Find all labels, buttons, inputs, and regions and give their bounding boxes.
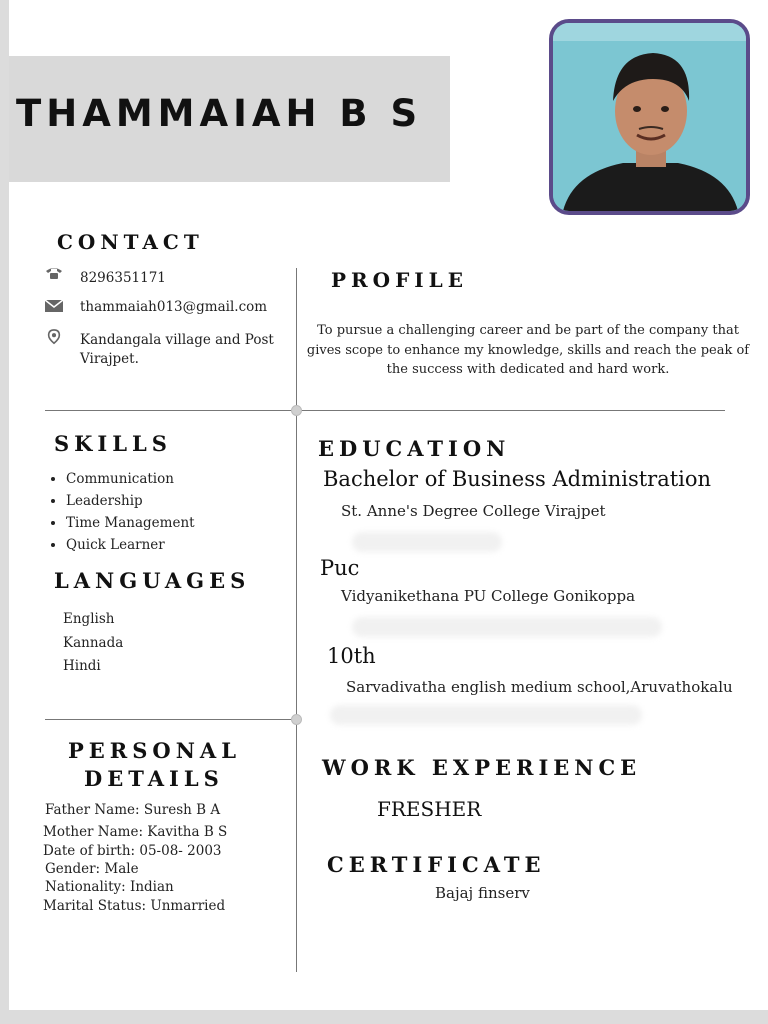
- education-title: Puc: [320, 556, 360, 580]
- education-heading: EDUCATION: [318, 436, 511, 461]
- father-name: Father Name: Suresh B A: [45, 802, 221, 818]
- mother-name: Mother Name: Kavitha B S: [43, 824, 228, 840]
- address-line-1: Kandangala village and Post: [80, 332, 274, 348]
- education-institution: Vidyanikethana PU College Gonikoppa: [341, 587, 636, 605]
- contact-heading: CONTACT: [57, 230, 204, 254]
- horizontal-divider-top: [45, 410, 725, 411]
- list-item: • Time Management: [66, 512, 195, 534]
- divider-node: [291, 714, 302, 725]
- email-address: thammaiah013@gmail.com: [80, 299, 268, 315]
- date-of-birth: Date of birth: 05-08- 2003: [43, 843, 222, 859]
- personal-heading-line1: PERSONAL: [68, 738, 241, 763]
- certificate-value: Bajaj finserv: [435, 884, 530, 902]
- profile-text: To pursue a challenging career and be part of the company that gives scope to enhance my knowledge, skills and reach the peak of the success with dedicated and hard work.: [306, 323, 750, 377]
- language-item: Hindi: [63, 658, 101, 674]
- divider-node: [291, 405, 302, 416]
- skills-list: [54, 468, 195, 556]
- profile-heading: PROFILE: [331, 268, 468, 292]
- phone-number: 8296351171: [80, 270, 166, 286]
- gender: Gender: Male: [45, 861, 139, 877]
- list-item: • Communication: [66, 468, 195, 490]
- vertical-divider: [296, 268, 297, 972]
- work-experience-heading: WORK EXPERIENCE: [322, 755, 642, 780]
- address-line-2: Virajpet.: [80, 351, 139, 367]
- language-item: English: [63, 611, 115, 627]
- horizontal-divider-bottom: [45, 719, 297, 720]
- education-title: 10th: [327, 644, 376, 668]
- blurred-detail: [352, 532, 502, 552]
- profile-photo: [549, 19, 750, 215]
- nationality: Nationality: Indian: [45, 879, 174, 895]
- location-pin-icon: [44, 329, 64, 345]
- education-title: Bachelor of Business Administration: [323, 467, 712, 491]
- skills-heading: SKILLS: [54, 431, 172, 456]
- list-item: • Leadership: [66, 490, 195, 512]
- language-item: Kannada: [63, 635, 124, 651]
- work-experience-value: FRESHER: [377, 797, 482, 821]
- certificate-heading: CERTIFICATE: [327, 852, 546, 877]
- candidate-name: THAMMAIAH B S: [16, 92, 423, 135]
- marital-status: Marital Status: Unmarried: [43, 898, 226, 914]
- languages-heading: LANGUAGES: [54, 568, 251, 593]
- email-icon: [44, 298, 64, 314]
- education-institution: St. Anne's Degree College Virajpet: [341, 502, 606, 520]
- personal-heading-line2: DETAILS: [84, 766, 224, 791]
- education-institution: Sarvadivatha english medium school,Aruvathokalu: [346, 678, 733, 696]
- portrait-image: [553, 23, 746, 211]
- list-item: • Quick Learner: [66, 534, 195, 556]
- blurred-detail: [352, 617, 662, 637]
- blurred-detail: [330, 705, 642, 725]
- phone-icon: [44, 265, 64, 281]
